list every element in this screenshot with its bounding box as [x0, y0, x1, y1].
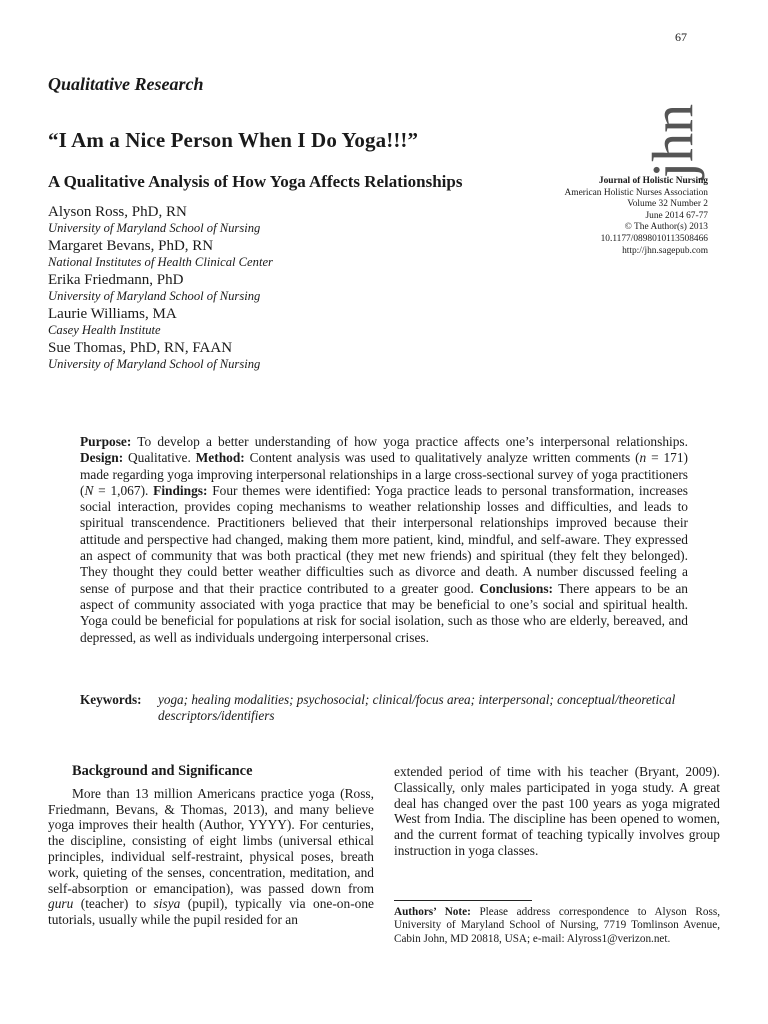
body-text: (pupil), typically via one-on-one tutorials, usually while the pupil resided for an: [48, 896, 374, 928]
body-column-left: [48, 764, 374, 928]
abstract-findings-label: Findings:: [153, 482, 208, 498]
body-paragraph: [48, 786, 374, 928]
body-column-right: [394, 764, 720, 859]
body-paragraph: extended period of time with his teacher (Bryant, 2009). Classically, only males participated in yoga study. A great deal has changed over the past 100 years as yoga migrated West from India. The discipline has been opened to women, and the current format of teaching typically involves group instruction in yoga classes.: [394, 764, 720, 858]
author-affiliation: National Institutes of Health Clinical Center: [48, 255, 273, 269]
term-sisya: sisya: [153, 896, 181, 912]
abstract-n-symbol: n: [639, 450, 647, 466]
journal-date: June 2014 67-77: [645, 210, 708, 221]
abstract-conclusions-label: Conclusions:: [479, 580, 553, 596]
author-affiliation: University of Maryland School of Nursing: [48, 357, 261, 371]
abstract-method-end: = 1,067).: [93, 482, 154, 498]
abstract-method: Content analysis was used to qualitatively analyze written comments (: [244, 450, 640, 466]
article-subtitle: A Qualitative Analysis of How Yoga Affects Relationships: [48, 172, 463, 191]
keywords: [80, 692, 688, 725]
journal-volume: Volume 32 Number 2: [627, 199, 708, 210]
journal-url[interactable]: http://jhn.sagepub.com: [622, 245, 708, 256]
author-name: Erika Friedmann, PhD: [48, 272, 184, 288]
logo-text: jhn: [640, 103, 705, 178]
article-title: “I Am a Nice Person When I Do Yoga!!!”: [48, 128, 419, 152]
author-affiliation: University of Maryland School of Nursing: [48, 289, 261, 303]
author-name: Sue Thomas, PhD, RN, FAAN: [48, 340, 233, 356]
author-affiliation: Casey Health Institute: [48, 323, 161, 337]
body-text: More than 13 million Americans practice yoga (Ross, Friedmann, Bevans, & Thomas, 2013), and many believe yoga improves their health (Author, YYYY). For centuries, the discipline, consisting of eight limbs (universal ethical principles, individual self-restraint, physical poses, breath work, quieting of the senses, concentration, meditation, and self-absorption or emancipation), was passed down from: [48, 785, 374, 896]
journal-info: [565, 176, 708, 257]
abstract-purpose: To develop a better understanding of how yoga practice affects one’s interpersonal relationships.: [131, 434, 688, 449]
author-name: Alyson Ross, PhD, RN: [48, 204, 187, 220]
abstract-design-label: Design:: [80, 450, 124, 466]
author-name: Margaret Bevans, PhD, RN: [48, 238, 214, 254]
journal-copyright: © The Author(s) 2013: [624, 222, 708, 233]
abstract-method-label: Method:: [195, 450, 245, 466]
author-name: Laurie Williams, MA: [48, 306, 177, 322]
author-affiliation: University of Maryland School of Nursing: [48, 221, 261, 235]
abstract: [80, 434, 688, 646]
journal-doi[interactable]: 10.1177/0898010113508466: [600, 233, 708, 244]
authors-note-label: Authors’ Note:: [394, 906, 471, 918]
abstract-N-symbol: N: [84, 482, 94, 498]
abstract-design: Qualitative.: [123, 450, 196, 466]
journal-publisher: American Holistic Nurses Association: [564, 187, 708, 198]
authors-note: [394, 906, 720, 946]
page-number: 67: [675, 30, 687, 44]
body-text: (teacher) to: [73, 896, 154, 912]
footnote-divider: [394, 900, 532, 901]
section-label: Qualitative Research: [48, 74, 204, 94]
journal-name: Journal of Holistic Nursing: [598, 176, 708, 186]
keywords-label: Keywords:: [80, 692, 142, 707]
journal-logo: [630, 60, 710, 180]
keywords-text: yoga; healing modalities; psychosocial; clinical/focus area; interpersonal; conceptual/theoretical descriptors/identifiers: [158, 692, 676, 724]
abstract-purpose-label: Purpose:: [80, 434, 132, 449]
abstract-findings: Four themes were identified: Yoga practice leads to personal transformation, increases social interaction, provides coping mechanisms to weather relationship losses and difficulties, and leads to spiritual transcendence. Practitioners believed that their interpersonal relationships improved because their attitude and perspective had changed, making them more patient, kind, mindful, and self-aware. They expressed an aspect of community that was both practical (they met new friends) and spiritual (they felt they belonged). They thought they could better weather difficulties such as divorce and death. A number discussed feeling a sense of purpose and that their practice contributed to a greater good.: [80, 482, 689, 596]
section-heading: Background and Significance: [72, 763, 253, 779]
authors-note-text: Please address correspondence to Alyson Ross, University of Maryland School of Nursing, 7719 Tomlinson Avenue, Cabin John, MD 20818, USA; e-mail: Alyross1@verizon.net.: [394, 906, 720, 945]
abstract-conclusions: There appears to be an aspect of community associated with yoga practice that may be beneficial to one’s social and spiritual health. Yoga could be beneficial for populations at risk for social isolation, such as those who are elderly, bereaved, and depressed, as well as individuals undergoing interpersonal crises.: [80, 580, 688, 645]
abstract-method-cont: = 171) made regarding yoga improving interpersonal relationships in a large cross-sectional survey of yoga practitioners (: [80, 450, 688, 498]
term-guru: guru: [48, 896, 74, 912]
author-list: [48, 204, 273, 374]
